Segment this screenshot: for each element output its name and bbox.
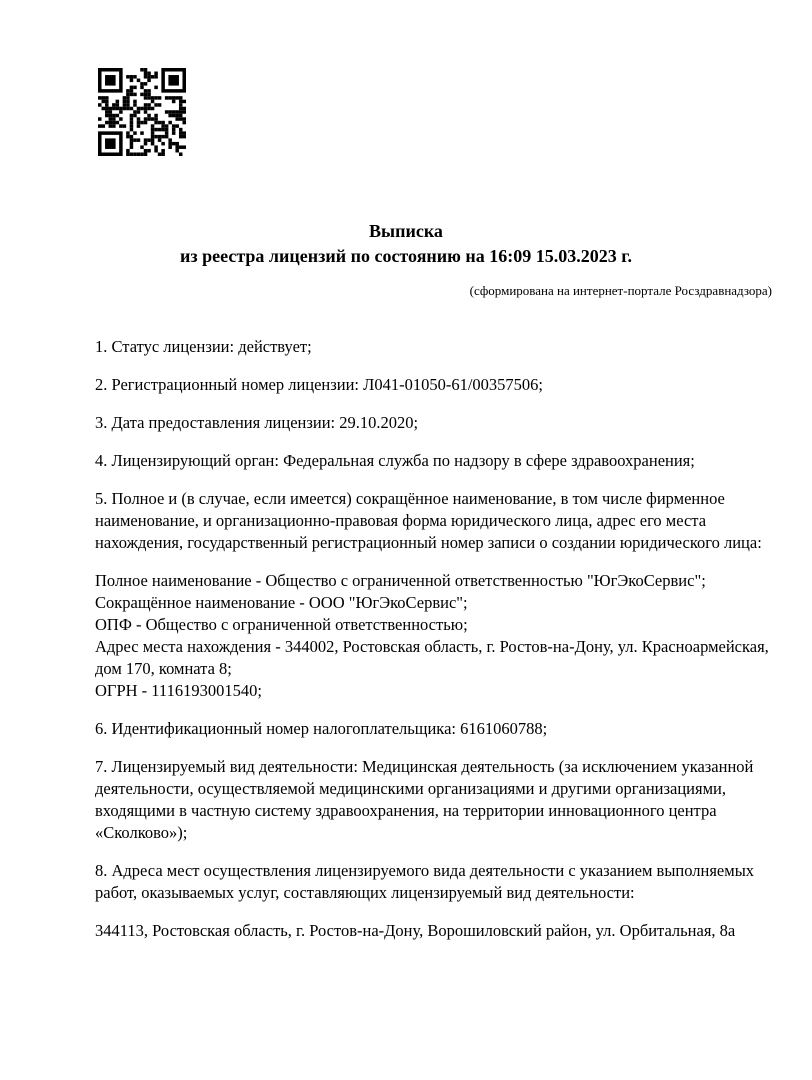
org-full-name: Полное наименование - Общество с ограниченной ответственностью "ЮгЭкоСервис"; <box>95 571 706 590</box>
qr-code <box>98 68 186 156</box>
item-grant-date: 3. Дата предоставления лицензии: 29.10.2020; <box>95 413 419 432</box>
document-body <box>95 336 772 958</box>
item-license-status: 1. Статус лицензии: действует; <box>95 337 312 356</box>
org-ogrn: ОГРН - 1116193001540; <box>95 681 262 700</box>
document-subtitle: (сформирована на интернет-портале Росздравнадзора) <box>469 283 772 298</box>
org-address: Адрес места нахождения - 344002, Ростовская область, г. Ростов-на-Дону, ул. Красноармейская, дом 170, комната 8; <box>95 637 769 678</box>
org-details-block <box>95 570 772 702</box>
org-legal-form: ОПФ - Общество с ограниченной ответственностью; <box>95 615 468 634</box>
item-taxpayer-number: 6. Идентификационный номер налогоплательщика: 6161060788; <box>95 719 548 738</box>
document-title <box>0 219 812 269</box>
item-licensed-activity: 7. Лицензируемый вид деятельности: Медицинская деятельность (за исключением указанной деятельности, осуществляемой медицинскими организациями и другими организациями, входящими в частную систему здравоохранения, на территории инновационного центра «Сколково»); <box>95 757 754 842</box>
title-line-1: Выписка <box>369 221 443 241</box>
org-short-name: Сокращённое наименование - ООО "ЮгЭкоСервис"; <box>95 593 468 612</box>
title-line-2: из реестра лицензий по состоянию на 16:09 15.03.2023 г. <box>180 246 632 266</box>
activity-address: 344113, Ростовская область, г. Ростов-на-Дону, Ворошиловский район, ул. Орбитальная, 8а <box>95 921 736 940</box>
item-activity-addresses-header: 8. Адреса мест осуществления лицензируемого вида деятельности с указанием выполняемых работ, оказываемых услуг, составляющих лицензируемый вид деятельности: <box>95 861 755 902</box>
item-licensing-authority: 4. Лицензирующий орган: Федеральная служба по надзору в сфере здравоохранения; <box>95 451 695 470</box>
item-org-info-header: 5. Полное и (в случае, если имеется) сокращённое наименование, в том числе фирменное наименование, и организационно-правовая форма юридического лица, адрес его места нахождения, государственный регистрационный номер записи о создании юридического лица: <box>95 489 762 552</box>
item-registration-number: 2. Регистрационный номер лицензии: Л041-01050-61/00357506; <box>95 375 543 394</box>
